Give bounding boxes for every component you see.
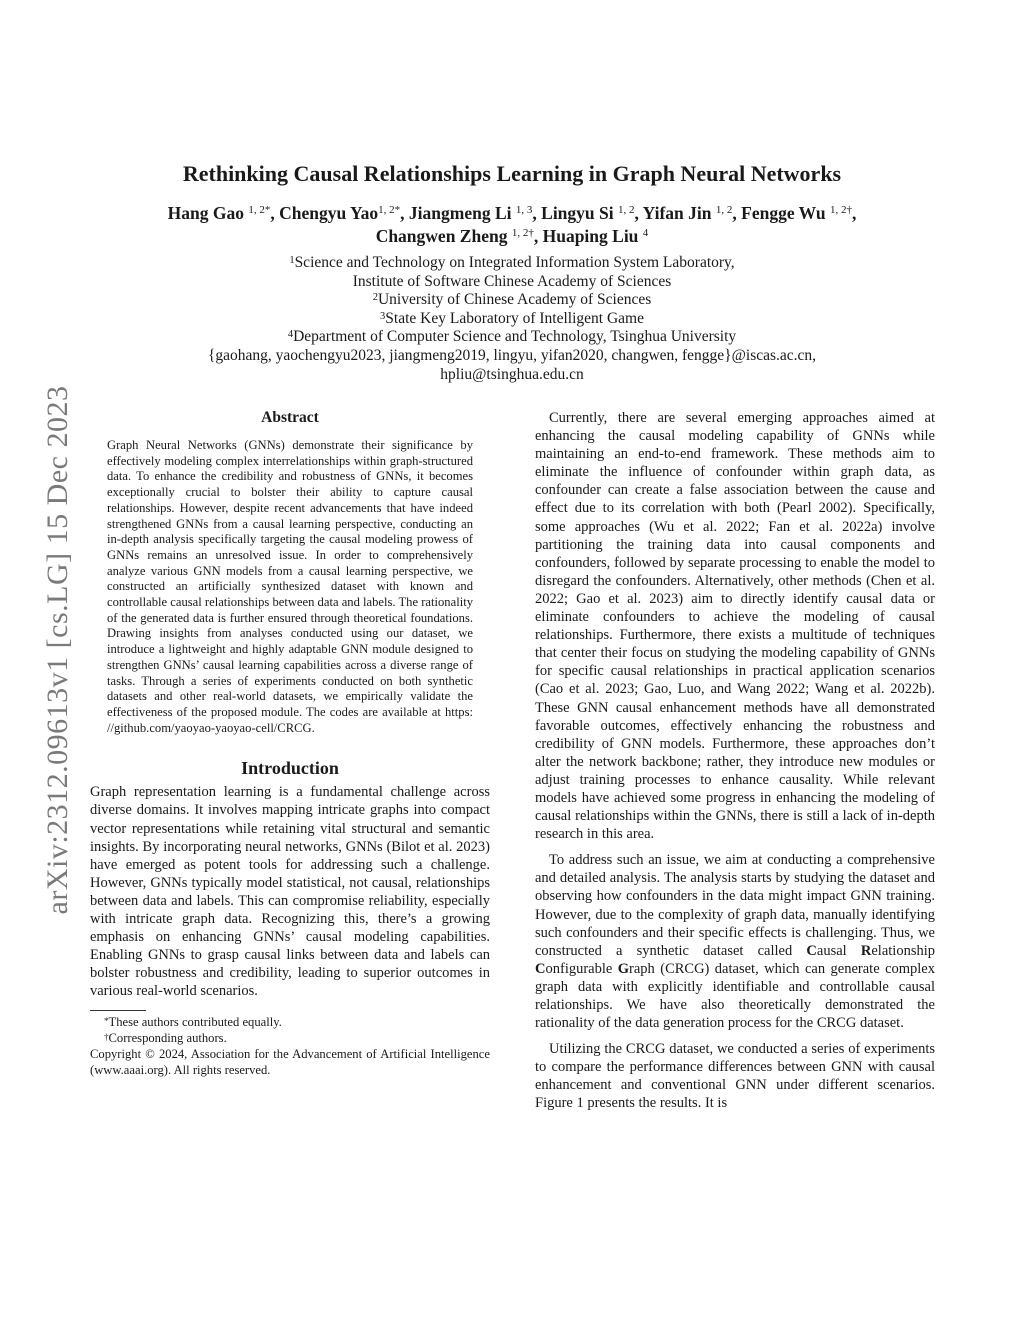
author-affil-marks: 1, 2† — [511, 227, 534, 239]
footnote-equal-contribution — [90, 1015, 490, 1031]
affiliation-line — [90, 310, 934, 329]
affiliation-mark: 4 — [287, 329, 294, 341]
arxiv-identifier-stamp: arXiv:2312.09613v1 [cs.LG] 15 Dec 2023 — [41, 385, 74, 915]
affiliation-text: State Key Laboratory of Intelligent Game — [385, 309, 644, 327]
text-run: raph (CRCG) dataset, which can generate complex graph data with explicitly identifiable and controllable causal relationships. We have also theoretically demonstrated the rationality of the data generation process for the CRCG dataset. — [535, 960, 935, 1032]
author-line-1: Hang Gao $^{1, 2*}$, Chengyu Yao$^{1, 2*}$, Jiangmeng Li $^{1, 3}$, Lingyu Si $^{1, 2}$, Yifan Jin $^{1, 2}$, Fengge Wu $^{1, 2\dagger}$, — [167, 203, 857, 223]
author-affil-marks: 1, 2 — [618, 204, 635, 216]
author-name: Chengyu Yao — [279, 203, 379, 223]
author-line-2: Changwen Zheng $^{1, 2\dagger}$, Huaping Liu $^4$ — [375, 226, 649, 246]
author-name: Lingyu Si — [541, 203, 614, 223]
author-name: Jiangmeng Li — [408, 203, 512, 223]
author-affil-marks: 1, 2* — [248, 204, 271, 216]
author-affil-marks: 1, 2 — [715, 204, 733, 216]
affiliation-text: Institute of Software Chinese Academy of Sciences — [352, 272, 672, 290]
affiliation-text: Department of Computer Science and Technology, Tsinghua University — [293, 328, 737, 346]
affiliation-mark: 2 — [372, 292, 378, 304]
crcg-initial: C — [535, 960, 546, 977]
right-column — [535, 409, 935, 1121]
abstract-heading: Abstract — [261, 409, 319, 426]
crcg-initial: G — [617, 960, 630, 977]
crcg-initial: R — [860, 942, 872, 959]
affiliation-line — [90, 254, 934, 273]
body-paragraph-crcg — [535, 851, 935, 1032]
copyright-notice: Copyright © 2024, Association for the Advancement of Artificial Intelligence (www.aaai.org). All rights reserved. — [90, 1047, 490, 1077]
crcg-initial: C — [806, 942, 817, 959]
email-line: hpliu@tsinghua.edu.cn — [440, 365, 584, 383]
author-affil-marks: 1, 3 — [515, 204, 533, 216]
affiliation-mark: 1 — [289, 255, 295, 266]
body-paragraph: Currently, there are several emerging approaches aimed at enhancing the causal modeling capability of GNNs while maintaining an end-to-end framework. These methods aim to eliminate the influence of confounder within graph data, as confounder can create a false association between the cause and effect due to its correlation with both (Pearl 2002). Specifically, some approaches (Wu et al. 2022; Fan et al. 2022a) involve partitioning the training data into causal components and confounders, followed by separate processing to enable the model to disregard the confounders. Alternatively, other methods (Chen et al. 2022; Gao et al. 2023) aim to directly identify causal data or eliminate confounders to achieve the modeling of causal relationships. Furthermore, there exists a multitude of techniques that center their focus on studying the modeling capability of GNNs for specific causal relationships in practical application scenarios (Cao et al. 2023; Gao, Luo, and Wang 2022; Wang et al. 2022b). These GNN causal enhancement methods have all demonstrated favorable outcomes, effectively enhancing the robustness and credibility of GNN models. Furthermore, these approaches don’t alter the network backbone; rather, they introduce new modules or adjust training processes to enhance causality. While relevant models have achieved some progress in enhancing the modeling of causal relationships within the GNNs, there is still a lack of in-depth research in this area. — [535, 410, 935, 843]
footnote-mark: † — [104, 1031, 109, 1042]
email-line: {gaohang, yaochengyu2023, jiangmeng2019, lingyu, yifan2020, changwen, fengge}@iscas.ac.cn, — [207, 346, 817, 364]
body-paragraph: Utilizing the CRCG dataset, we conducted a series of experiments to compare the performance differences between GNN with causal enhancement and conventional GNN under different scenarios. Figure 1 presents the results. It is — [535, 1041, 935, 1112]
author-name: Fengge Wu — [741, 203, 826, 223]
author-name: Hang Gao — [167, 203, 245, 223]
text-run: elationship — [871, 942, 935, 959]
footnote-text: These authors contributed equally. — [108, 1015, 282, 1030]
introduction-heading: Introduction — [241, 758, 339, 779]
affiliation-text: University of Chinese Academy of Sciences — [377, 291, 652, 309]
affiliation-text: Science and Technology on Integrated Information System Laboratory, — [294, 254, 735, 271]
text-run: To address such an issue, we aim at conducting a comprehensive and detailed analysis. The analysis starts by studying the dataset and observing how confounders in the data might impact GNN training. However, due to the complexity of graph data, manually identifying such confounders and their specific effects is challenging. Thus, we constructed a synthetic dataset called — [535, 852, 935, 959]
author-name: Yifan Jin — [642, 203, 712, 223]
affiliation-line — [90, 328, 934, 347]
affiliation-mark: 3 — [380, 310, 386, 322]
author-affil-marks: 1, 2† — [829, 204, 852, 216]
author-affil-marks: 1, 2* — [378, 204, 401, 216]
affiliation-line — [90, 273, 934, 292]
author-name: Huaping Liu — [542, 226, 639, 246]
footnote-divider — [90, 1010, 146, 1011]
author-affil-marks: 4 — [642, 227, 649, 239]
introduction-paragraph: Graph representation learning is a fundamental challenge across diverse domains. It involves mapping intricate graphs into compact vector representations while retaining vital structural and semantic insights. By incorporating neural networks, GNNs (Bilot et al. 2023) have emerged as potent tools for addressing such a challenge. However, GNNs typically model statistical, not causal, relationships between data and labels. This can compromise reliability, especially with intricate graph data. Recognizing this, there’s a growing emphasis on enhancing GNNs’ causal modeling capabilities. Enabling GNNs to grasp causal links between data and labels can bolster robustness and credibility, leading to superior outcomes in various real-world scenarios. — [90, 784, 490, 1000]
affiliation-line — [90, 291, 934, 310]
paper-title: Rethinking Causal Relationships Learning in Graph Neural Networks — [182, 161, 842, 186]
affiliation-list — [90, 254, 934, 384]
text-run: onfigurable — [545, 960, 613, 977]
footnote-corresponding — [90, 1031, 490, 1047]
footnote-text: Corresponding authors. — [108, 1030, 227, 1045]
footnote-mark: * — [104, 1016, 109, 1027]
abstract-text: Graph Neural Networks (GNNs) demonstrate their significance by effectively modeling complex interrelationships within graph-structured data. To enhance the credibility and robustness of GNNs, it becomes exceptionally crucial to bolster their ability to capture causal relationships. However, despite recent advancements that have indeed strengthened GNNs from a causal learning perspective, conducting an in-depth analysis specifically targeting the causal modeling prowess of GNNs remains an unresolved issue. In order to comprehensively analyze various GNN models from a causal learning perspective, we constructed an artificially synthesized dataset with known and controllable causal relationships between data and labels. The rationality of the generated data is further ensured through theoretical foundations. Drawing insights from analyses conducted using our dataset, we introduce a lightweight and highly adaptable GNN module designed to strengthen GNNs’ causal learning capabilities across a diverse range of tasks. Through a series of experiments conducted on both synthetic datasets and other real-world datasets, we empirically validate the effectiveness of the proposed module. The codes are available at https: //github.com/yaoyao-yaoyao-cell/CRCG. — [107, 438, 473, 735]
left-column — [90, 408, 490, 1078]
author-name: Changwen Zheng — [375, 226, 508, 246]
text-run: ausal — [816, 942, 861, 959]
author-list — [90, 202, 934, 248]
